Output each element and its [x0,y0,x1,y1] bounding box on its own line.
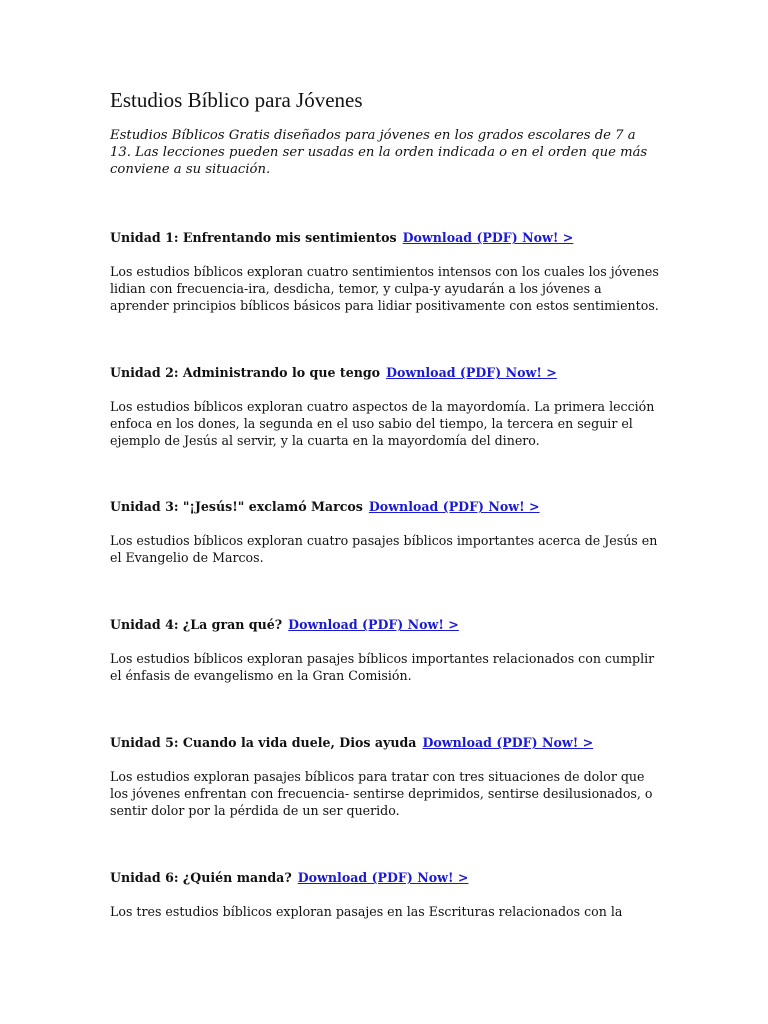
intro-paragraph: Estudios Bíblicos Gratis diseñados para jóvenes en los grados escolares de 7 a 13. Las lecciones pueden ser usadas en la orden indicada o en el orden que más conviene a su situación. [110,128,648,177]
unit-1-description: Los estudios bíblicos exploran cuatro sentimientos intensos con los cuales los jóvenes lidian con frecuencia-ira, desdicha, temor, y culpa-y ayudarán a los jóvenes a aprender principios bíblicos básicos para lidiar positivamente con estos sentimientos. [110,264,659,313]
unit-1-heading [110,230,573,245]
unit-2-title: Unidad 2: Administrando lo que tengo [110,365,381,380]
unit-3-description: Los estudios bíblicos exploran cuatro pasajes bíblicos importantes acerca de Jesús en el Evangelio de Marcos. [110,533,658,565]
unit-5-description: Los estudios exploran pasajes bíblicos para tratar con tres situaciones de dolor que los jóvenes enfrentan con frecuencia- sentirse deprimidos, sentirse desilusionados, o sentir dolor por la pérdida de un ser querido. [110,769,653,818]
unit-4-title: Unidad 4: ¿La gran qué? [110,617,283,632]
document-title: Estudios Bíblico para Jóvenes [110,88,363,112]
unit-6-download-link[interactable]: Download (PDF) Now! > [297,870,469,885]
unit-4-heading [110,617,459,632]
unit-5-heading [110,735,593,750]
unit-1-download-link[interactable]: Download (PDF) Now! > [402,230,574,245]
unit-4-download-link[interactable]: Download (PDF) Now! > [288,617,459,632]
unit-2-heading [110,365,557,380]
unit-2-description: Los estudios bíblicos exploran cuatro aspectos de la mayordomía. La primera lección enfoca en los dones, la segunda en el uso sabio del tiempo, la tercera en seguir el ejemplo de Jesús al servir, y la cuarta en la mayordomía del dinero. [110,399,655,448]
unit-1-title: Unidad 1: Enfrentando mis sentimientos [110,230,397,245]
unit-3-heading [110,499,540,514]
unit-4-description: Los estudios bíblicos exploran pasajes bíblicos importantes relacionados con cumplir el énfasis de evangelismo en la Gran Comisión. [110,651,655,683]
unit-6-description: Los tres estudios bíblicos exploran pasajes en las Escrituras relacionados con la [110,904,623,919]
unit-3-title: Unidad 3: "¡Jesús!" exclamó Marcos [110,499,363,514]
unit-6-heading [110,870,468,885]
unit-3-download-link[interactable]: Download (PDF) Now! > [368,499,540,514]
unit-5-title: Unidad 5: Cuando la vida duele, Dios ayuda [110,735,417,750]
unit-2-download-link[interactable]: Download (PDF) Now! > [386,365,557,380]
unit-5-download-link[interactable]: Download (PDF) Now! > [422,735,594,750]
unit-6-title: Unidad 6: ¿Quién manda? [110,870,292,885]
